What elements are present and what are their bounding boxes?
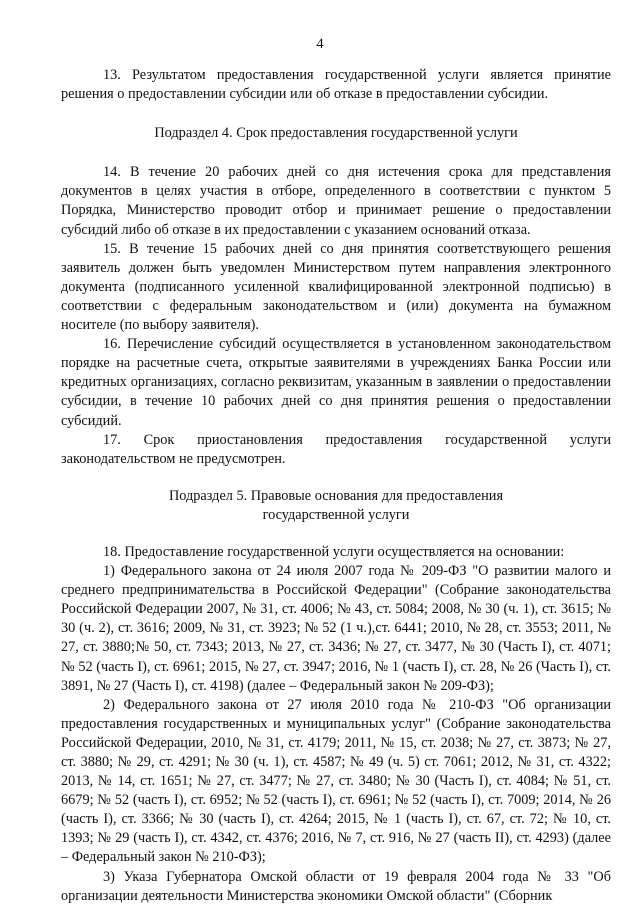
page-number: 4: [316, 36, 324, 52]
paragraph-18-item-2: 2) Федерального закона от 27 июля 2010 года № 210-ФЗ "Об организации предоставления государственных и муниципальных услуг" (Собрание законодательства Российской Федерации, 2010, № 31, ст. 4179; 2011, № 15, ст. 2038; № 27, ст. 3873; № 27, ст. 3880; № 29, ст. 4291; № 30 (ч. 1), ст. 4587; № 49 (ч. 5) ст. 7061; 2012, № 31, ст. 4322; 2013, № 14, ст. 1651; № 27, ст. 3477; № 27, ст. 3480; № 30 (Часть I), ст. 4084; № 51, ст. 6679; № 52 (часть I), ст. 6952; № 52 (часть I), ст. 6961; № 52 (часть I), ст. 7009; 2014, № 26 (часть I), ст. 3366; № 30 (часть I), ст. 4264; 2015, № 1 (часть I), ст. 67, ст. 72; № 10, ст. 1393; № 29 (часть I), ст. 4342, ст. 4376; 2016, № 7, ст. 916, № 27 (часть II), ст. 4293) (далее – Федеральный закон № 210-ФЗ);: [61, 696, 611, 866]
paragraph-16: 16. Перечисление субсидий осуществляется в установленном законодательством порядке на расчетные счета, открытые заявителями в учреждениях Банка России или кредитных организациях, согласно реквизитам, указанным в заявлении о предоставлении субсидии, в течение 10 рабочих дней со дня принятия решения о предоставлении субсидий.: [61, 336, 611, 429]
spacer: [61, 143, 611, 163]
paragraph-13: 13. Результатом предоставления государственной услуги является принятие решения о предоставлении субсидии или об отказе в предоставлении субсидии.: [61, 67, 611, 103]
document-body: [61, 66, 611, 906]
subsection-5-heading-line-2: государственной услуги: [262, 506, 410, 523]
paragraph-17: 17. Срок приостановления предоставления государственной услуги законодательством не предусмотрен.: [61, 431, 611, 467]
subsection-4-heading: Подраздел 4. Срок предоставления государственной услуги: [154, 125, 518, 142]
spacer: [61, 104, 611, 124]
paragraph-15: 15. В течение 15 рабочих дней со дня принятия соответствующего решения заявитель должен быть уведомлен Министерством путем направления электронного документа (подписанного усиленной квалифицированной электронной подписью) в соответствии с федеральным законодательством и (или) документа на бумажном носителе (по выбору заявителя).: [61, 240, 611, 334]
paragraph-18-item-3: 3) Указа Губернатора Омской области от 19 февраля 2004 года № 33 "Об организации деятельности Министерства экономики Омской области" (Сборник: [61, 868, 611, 904]
spacer: [61, 469, 611, 487]
paragraph-18: 18. Предоставление государственной услуги осуществляется на основании:: [103, 543, 565, 560]
spacer: [61, 525, 611, 543]
paragraph-18-item-1: 1) Федерального закона от 24 июля 2007 года № 209-ФЗ "О развитии малого и среднего предпринимательства в Российской Федерации" (Собрание законодательства Российской Федерации 2007, № 31, ст. 4006; № 43, ст. 5084; 2008, № 30 (ч. 1), ст. 3615; № 30 (ч. 2), ст. 3616; 2009, № 31, ст. 3923; № 52 (1 ч.),ст. 6441; 2010, № 28, ст. 3553; 2011, № 27, ст. 3880;№ 50, ст. 7343; 2013, № 27, ст. 3436; № 27, ст. 3477, № 30 (Часть I), ст. 4071; № 52 (часть I), ст. 6961; 2015, № 27, ст. 3947; 2016, № 1 (часть I), ст. 28, № 26 (Часть I), ст. 3891, № 27 (Часть I), ст. 4198) (далее – Федеральный закон № 209-ФЗ);: [61, 563, 611, 694]
subsection-5-heading-line-1: Подраздел 5. Правовые основания для предоставления: [168, 487, 504, 504]
paragraph-14: 14. В течение 20 рабочих дней со дня истечения срока для представления документов в целях участия в отборе, определенного в соответствии с пунктом 5 Порядка, Министерство проводит отбор и принимает решение о предоставлении субсидий либо об отказе в их предоставлении с указанием оснований отказа.: [61, 164, 611, 238]
